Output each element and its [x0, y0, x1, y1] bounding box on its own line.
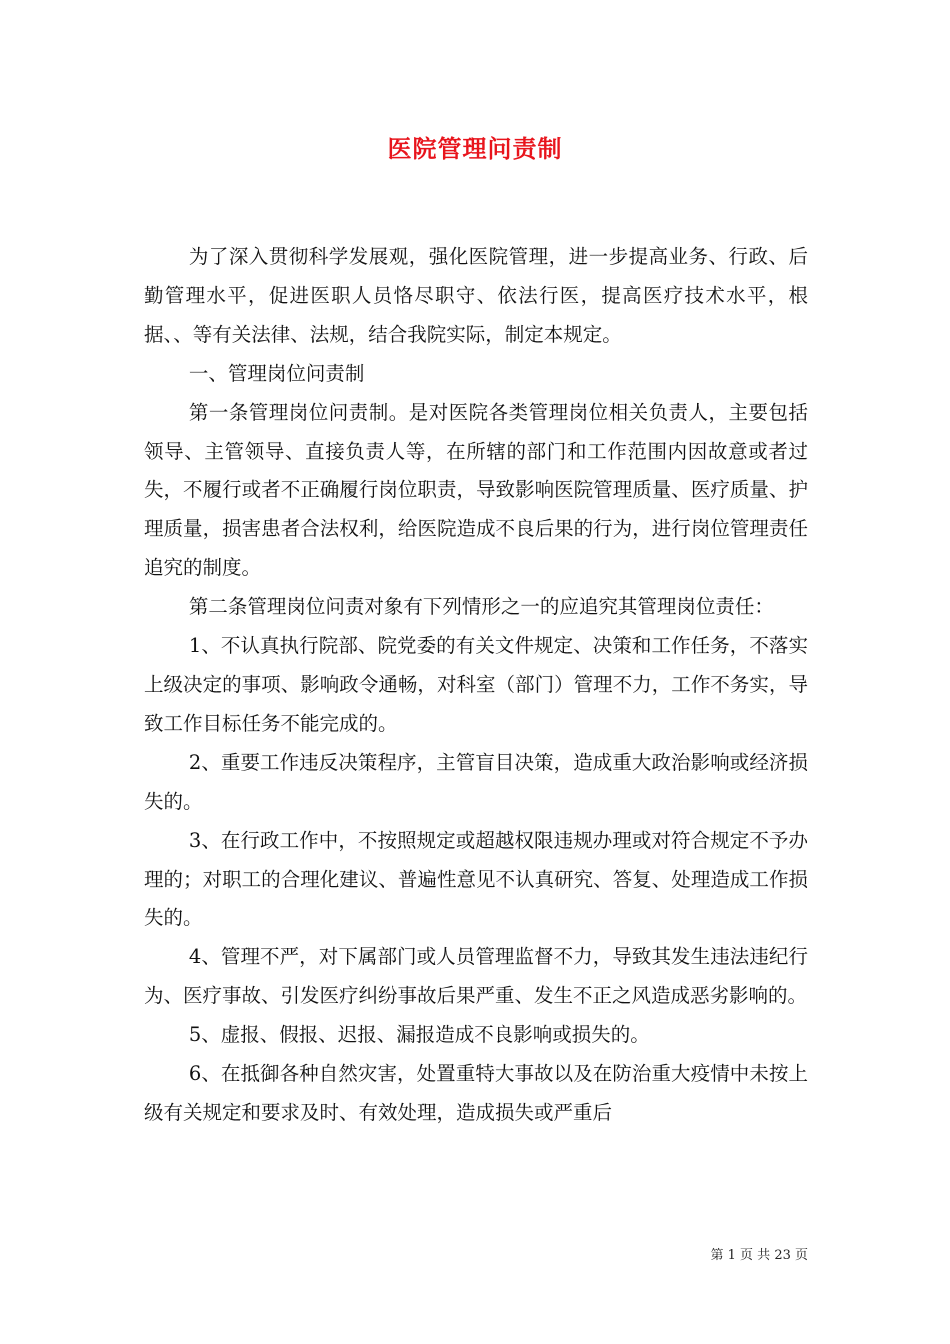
page-number-footer: 第 1 页 共 23 页: [710, 1248, 808, 1263]
list-item-5: 5、虚报、假报、迟报、漏报造成不良影响或损失的。: [188, 1023, 650, 1047]
document-body: [144, 238, 808, 1133]
section-heading: 一、管理岗位问责制: [188, 361, 365, 385]
list-item-4: 4、管理不严，对下属部门或人员管理监督不力，导致其发生违法违纪行为、医疗事故、引发医疗纠纷事故后果严重、发生不正之风造成恶劣影响的。: [144, 945, 808, 1008]
list-item-3: 3、在行政工作中，不按照规定或超越权限违规办理或对符合规定不予办理的；对职工的合理化建议、普遍性意见不认真研究、答复、处理造成工作损失的。: [144, 828, 808, 930]
paragraph-intro: 为了深入贯彻科学发展观，强化医院管理，进一步提高业务、行政、后勤管理水平，促进医职人员恪尽职守、依法行医，提高医疗技术水平，根据、、等有关法律、法规，结合我院实际，制定本规定。: [144, 245, 808, 346]
paragraph-article-1: 第一条管理岗位问责制。是对医院各类管理岗位相关负责人，主要包括领导、主管领导、直接负责人等，在所辖的部门和工作范围内因故意或者过失，不履行或者不正确履行岗位职责，导致影响医院管理质量、医疗质量、护理质量，损害患者合法权利，给医院造成不良后果的行为，进行岗位管理责任追究的制度。: [144, 400, 808, 580]
list-item-2: 2、重要工作违反决策程序，主管盲目决策，造成重大政治影响或经济损失的。: [144, 750, 808, 813]
document-title: 医院管理问责制: [387, 134, 563, 163]
list-item-6: 6、在抵御各种自然灾害，处置重特大事故以及在防治重大疫情中未按上级有关规定和要求及时、有效处理，造成损失或严重后: [144, 1062, 808, 1124]
paragraph-article-2: 第二条管理岗位问责对象有下列情形之一的应追究其管理岗位责任：: [188, 595, 774, 619]
list-item-1: 1、不认真执行院部、院党委的有关文件规定、决策和工作任务，不落实上级决定的事项、影响政令通畅，对科室（部门）管理不力，工作不务实，导致工作目标任务不能完成的。: [144, 634, 808, 735]
